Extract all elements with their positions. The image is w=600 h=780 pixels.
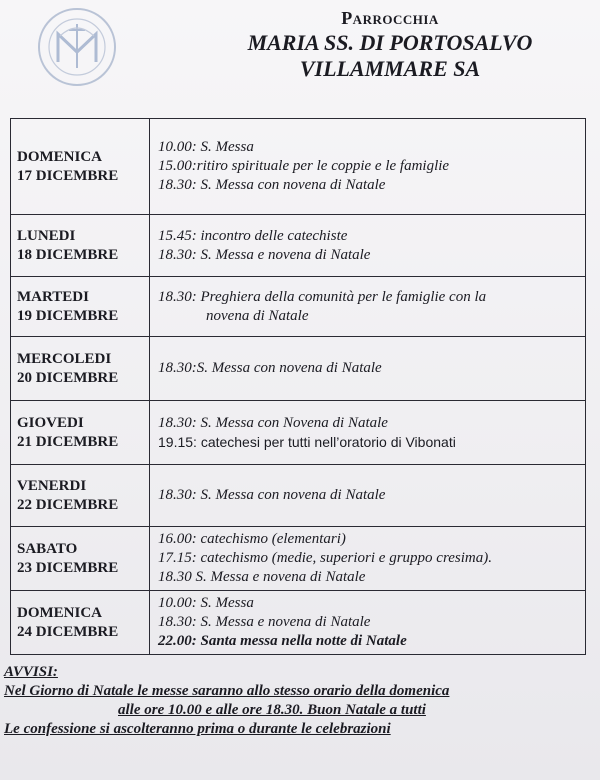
- day-name: DOMENICA: [17, 148, 102, 165]
- events-cell: [150, 277, 586, 337]
- day-date: 22 DICEMBRE: [17, 496, 119, 513]
- notices-title: AVVISI:: [4, 664, 58, 680]
- events-cell: [150, 215, 586, 277]
- day-name: MARTEDI: [17, 288, 89, 305]
- event-line: 18.30: S. Messa con novena di Natale: [158, 487, 386, 503]
- schedule-table: [10, 118, 586, 655]
- day-name: SABATO: [17, 540, 78, 557]
- day-name: LUNEDI: [17, 227, 76, 244]
- day-name: VENERDI: [17, 477, 87, 494]
- day-cell: [11, 119, 150, 215]
- day-cell: [11, 277, 150, 337]
- event-line: 19.15: catechesi per tutti nell’oratorio di Vibonati: [158, 433, 456, 450]
- events-cell: [150, 401, 586, 465]
- events-cell: [150, 119, 586, 215]
- event-line: 16.00: catechismo (elementari): [158, 531, 346, 547]
- event-line: 18.30: S. Messa con novena di Natale: [158, 177, 386, 193]
- event-line: 18.30:S. Messa con novena di Natale: [158, 360, 382, 376]
- day-date: 21 DICEMBRE: [17, 433, 119, 450]
- day-name: MERCOLEDI: [17, 350, 112, 367]
- event-line: 15.45: incontro delle catechiste: [158, 227, 348, 244]
- events-cell: [150, 465, 586, 527]
- schedule-row: [11, 401, 586, 465]
- schedule-row: [11, 277, 586, 337]
- schedule-row: [11, 465, 586, 527]
- events-cell: [150, 337, 586, 401]
- day-date: 19 DICEMBRE: [17, 307, 119, 324]
- schedule-row: [11, 527, 586, 591]
- notice-line: Nel Giorno di Natale le messe saranno allo stesso orario della domenica: [4, 683, 450, 699]
- event-line: 17.15: catechismo (medie, superiori e gruppo cresima).: [158, 550, 492, 566]
- header-line-3: VILLAMMARE SA: [299, 56, 481, 81]
- parish-header: [180, 6, 600, 82]
- day-date: 18 DICEMBRE: [17, 246, 119, 263]
- event-line: 18.30: Preghiera della comunità per le famiglie con la: [158, 288, 487, 305]
- day-cell: [11, 401, 150, 465]
- event-line: 18.30 S. Messa e novena di Natale: [158, 569, 366, 585]
- schedule-row: [11, 119, 586, 215]
- schedule-row: [11, 337, 586, 401]
- event-line: 18.30: S. Messa e novena di Natale: [158, 614, 371, 630]
- day-name: DOMENICA: [17, 604, 102, 621]
- event-line: 18.30: S. Messa e novena di Natale: [158, 246, 371, 263]
- event-line: 18.30: S. Messa con Novena di Natale: [158, 414, 388, 431]
- day-date: 23 DICEMBRE: [17, 559, 119, 576]
- day-date: 17 DICEMBRE: [17, 167, 119, 184]
- header-line-1: Parrocchia: [341, 8, 439, 28]
- day-cell: [11, 527, 150, 591]
- schedule-row: [11, 215, 586, 277]
- event-line: 10.00: S. Messa: [158, 139, 254, 155]
- header-line-2: MARIA SS. DI PORTOSALVO: [247, 30, 533, 55]
- notices-block: [4, 663, 594, 739]
- schedule-row: [11, 591, 586, 655]
- event-line: 22.00: Santa messa nella notte di Natale: [158, 633, 407, 649]
- day-name: GIOVEDI: [17, 414, 84, 431]
- day-cell: [11, 337, 150, 401]
- events-cell: [150, 591, 586, 655]
- day-cell: [11, 215, 150, 277]
- day-date: 20 DICEMBRE: [17, 369, 119, 386]
- event-line: novena di Natale: [206, 307, 309, 324]
- notice-line: Le confessione si ascolteranno prima o durante le celebrazioni: [4, 721, 391, 737]
- day-cell: [11, 465, 150, 527]
- parish-seal-icon: [36, 6, 118, 88]
- day-date: 24 DICEMBRE: [17, 623, 119, 640]
- event-line-continued: [158, 307, 577, 326]
- events-cell: [150, 527, 586, 591]
- notice-line: alle ore 10.00 e alle ore 18.30. Buon Natale a tutti: [118, 702, 426, 718]
- day-cell: [11, 591, 150, 655]
- event-line: 10.00: S. Messa: [158, 595, 254, 611]
- event-line: 15.00:ritiro spirituale per le coppie e le famiglie: [158, 158, 450, 174]
